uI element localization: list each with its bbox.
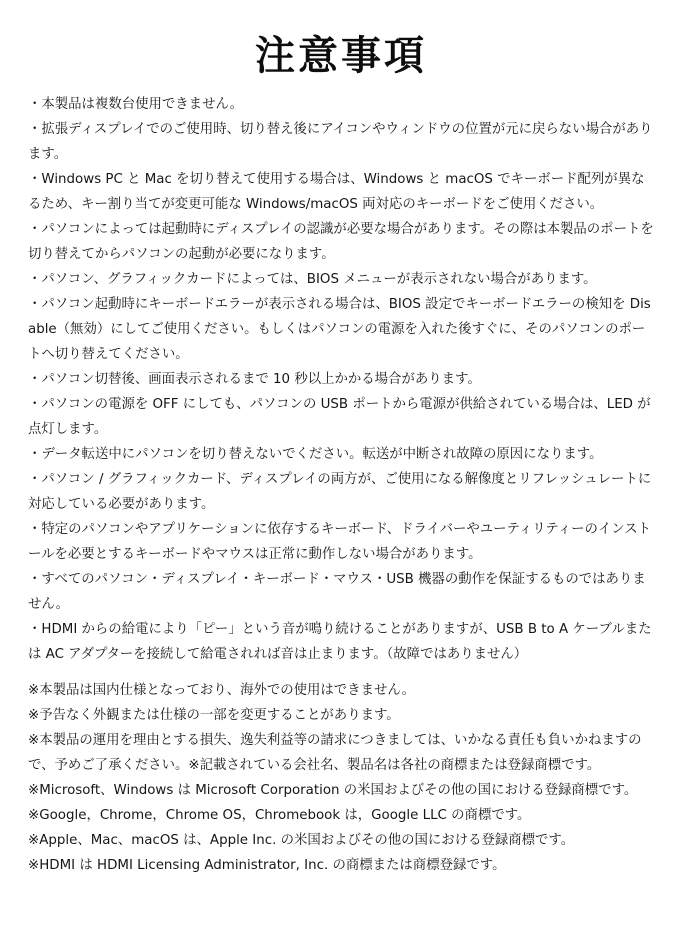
page-title: 注意事項: [255, 33, 427, 79]
legal-note: ※本製品は国内仕様となっており、海外での使用はできません。: [28, 683, 415, 698]
caution-item: ・すべてのパソコン・ディスプレイ・キーボード・マウス・USB 機器の動作を保証するものではありません。: [28, 572, 646, 612]
legal-note: ※Google，Chrome，Chrome OS，Chromebook は，Google LLC の商標です。: [28, 808, 531, 823]
legal-notes: [28, 678, 654, 878]
caution-item: ・データ転送中にパソコンを切り替えないでください。転送が中断され故障の原因になります。: [28, 447, 603, 462]
legal-note: ※本製品の運用を理由とする損失、逸失利益等の請求につきましては、いかなる責任も負いかねますので、予めご了承ください。※記載されている会社名、製品名は各社の商標または登録商標です。: [28, 733, 642, 773]
caution-item: ・パソコンの電源を OFF にしても、パソコンの USB ポートから電源が供給されている場合は、LED が点灯します。: [28, 397, 651, 437]
legal-note: ※予告なく外観または仕様の一部を変更することがあります。: [28, 708, 400, 723]
caution-list: [28, 92, 654, 667]
legal-note: ※Apple、Mac、macOS は、Apple Inc. の米国およびその他の国における登録商標です。: [28, 833, 575, 848]
caution-item: ・特定のパソコンやアプリケーションに依存するキーボード、ドライバーやユーティリティーのインストールを必要とするキーボードやマウスは正常に動作しない場合があります。: [28, 522, 652, 562]
legal-note: ※Microsoft、Windows は Microsoft Corporation の米国およびその他の国における登録商標です。: [28, 783, 638, 798]
caution-item: ・パソコン切替後、画面表示されるまで 10 秒以上かかる場合があります。: [28, 372, 481, 387]
caution-item: ・パソコン起動時にキーボードエラーが表示される場合は、BIOS 設定でキーボードエラーの検知を Disable（無効）にしてご使用ください。もしくはパソコンの電源を入れた後すぐに、そのパソコンのポートへ切り替えてください。: [28, 297, 651, 362]
legal-note: ※HDMI は HDMI Licensing Administrator, Inc. の商標または商標登録です。: [28, 858, 506, 873]
caution-item: ・パソコンによっては起動時にディスプレイの認識が必要な場合があります。その際は本製品のポートを切り替えてからパソコンの起動が必要になります。: [28, 222, 654, 262]
caution-item: ・本製品は複数台使用できません。: [28, 97, 244, 112]
caution-item: ・パソコン / グラフィックカード、ディスプレイの両方が、ご使用になる解像度とリフレッシュレートに対応している必要があります。: [28, 472, 652, 512]
caution-item: ・Windows PC と Mac を切り替えて使用する場合は、Windows と macOS でキーボード配列が異なるため、キー割り当てが変更可能な Windows/macOS 両対応のキーボードをご使用ください。: [28, 172, 645, 212]
caution-item: ・HDMI からの給電により「ピー」という音が鳴り続けることがありますが、USB B to A ケーブルまたは AC アダプターを接続して給電されれば音は止まります。（故障ではありません）: [28, 622, 652, 662]
caution-item: ・パソコン、グラフィックカードによっては、BIOS メニューが表示されない場合があります。: [28, 272, 597, 287]
caution-item: ・拡張ディスプレイでのご使用時、切り替え後にアイコンやウィンドウの位置が元に戻らない場合があります。: [28, 122, 653, 162]
